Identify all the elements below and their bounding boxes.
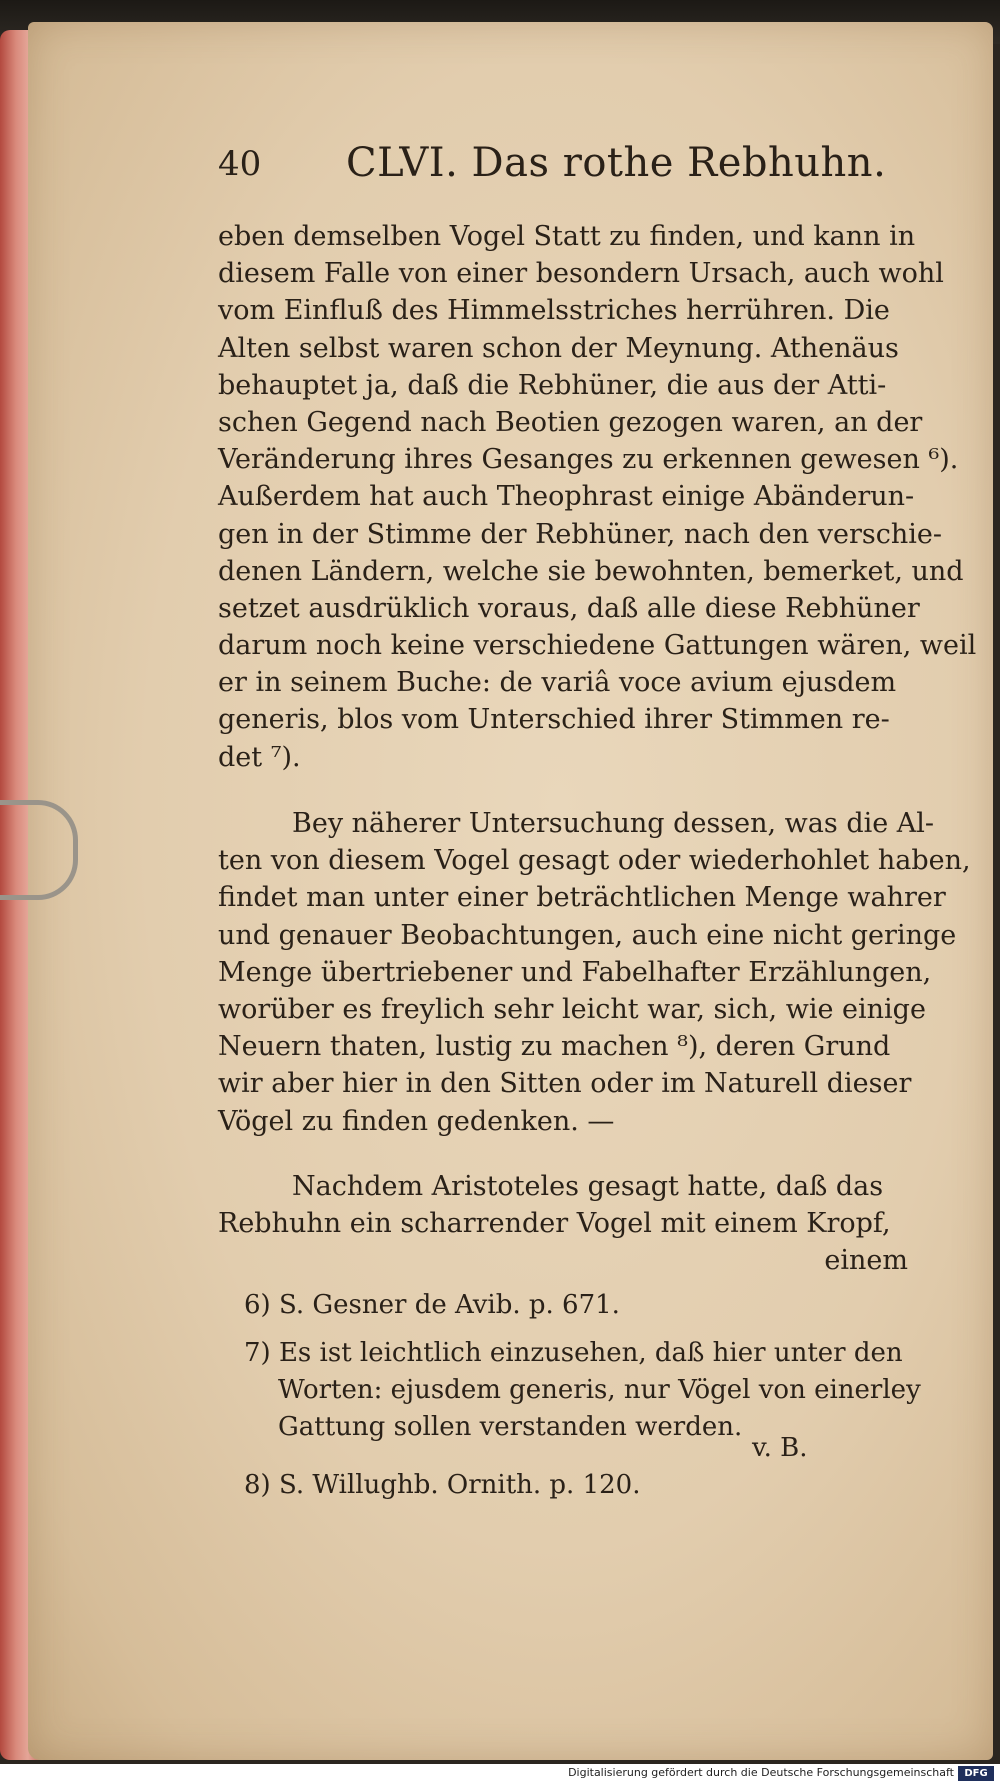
- footnote-text: 6) S. Gesner de Avib. p. 671.: [244, 1290, 620, 1320]
- text-line: Bey näherer Untersuchung dessen, was die Al-: [292, 808, 935, 839]
- text-line: Menge übertriebener und Fabelhafter Erzählungen,: [218, 956, 932, 988]
- paragraph-3: [218, 1168, 908, 1280]
- footnote-text: Worten: ejusdem generis, nur Vögel von einerley: [278, 1375, 921, 1405]
- text-line: ten von diesem Vogel gesagt oder wiederhohlet haben,: [218, 845, 971, 877]
- funding-credit: Digitalisierung gefördert durch die Deutsche Forschungsgemeinschaft: [568, 1766, 954, 1779]
- text-line: Veränderung ihres Gesanges zu erkennen gewesen ⁶).: [218, 444, 959, 476]
- page-header: [218, 140, 887, 192]
- text-line: darum noch keine verschiedene Gattungen wären, weil: [218, 630, 977, 662]
- text-line: Nachdem Aristoteles gesagt hatte, daß das: [292, 1171, 884, 1202]
- page-clip: [0, 800, 78, 900]
- paragraph-2: [218, 805, 971, 1140]
- text-line: Rebhuhn ein scharrender Vogel mit einem Kropf,: [218, 1208, 891, 1240]
- digitization-footer: [0, 1764, 1000, 1784]
- page-number: 40: [218, 144, 262, 184]
- text-line: gen in der Stimme der Rebhüner, nach den verschie-: [218, 518, 942, 550]
- footnote-7: [244, 1335, 921, 1446]
- text-line: schen Gegend nach Beotien gezogen waren, an der: [218, 406, 923, 438]
- text-line: Alten selbst waren schon der Meynung. Athenäus: [218, 332, 899, 364]
- footnote-6: [244, 1290, 912, 1327]
- dfg-logo: DFG: [958, 1766, 994, 1781]
- text-line: er in seinem Buche: de variâ voce avium ejusdem: [218, 667, 897, 699]
- footnote-text: 7) Es ist leichtlich einzusehen, daß hier unter den: [244, 1338, 903, 1368]
- text-line: generis, blos vom Unterschied ihrer Stimmen re-: [218, 704, 890, 736]
- footnote-text: 8) S. Willughb. Ornith. p. 120.: [244, 1470, 641, 1500]
- text-line: det ⁷).: [218, 741, 301, 773]
- text-line: findet man unter einer beträchtlichen Menge wahrer: [218, 882, 946, 914]
- running-title: CLVI. Das rothe Rebhuhn.: [346, 140, 887, 186]
- text-line: setzet ausdrüklich voraus, daß alle diese Rebhüner: [218, 592, 920, 624]
- text-line: wir aber hier in den Sitten oder im Naturell dieser: [218, 1068, 912, 1100]
- footnote-signature: v. B.: [752, 1433, 808, 1463]
- text-line: behauptet ja, daß die Rebhüner, die aus der Atti-: [218, 369, 887, 401]
- text-line: eben demselben Vogel Statt zu finden, und kann in: [218, 221, 916, 252]
- catchword: einem: [824, 1245, 908, 1277]
- text-line: vom Einfluß des Himmelsstriches herrühren. Die: [218, 295, 890, 327]
- footnote-8: [244, 1470, 912, 1507]
- text-line: denen Ländern, welche sie bewohnten, bemerket, und: [218, 555, 964, 587]
- text-line: und genauer Beobachtungen, auch eine nicht geringe: [218, 919, 957, 951]
- text-line: Vögel zu finden gedenken. —: [218, 1105, 615, 1137]
- text-line: Neuern thaten, lustig zu machen ⁸), deren Grund: [218, 1031, 891, 1063]
- footnote-text: Gattung sollen verstanden werden.: [278, 1412, 743, 1442]
- text-line: Außerdem hat auch Theophrast einige Abänderun-: [218, 481, 915, 513]
- paragraph-1: [218, 218, 977, 776]
- text-line: worüber es freylich sehr leicht war, sich, wie einige: [218, 993, 926, 1025]
- text-line: diesem Falle von einer besondern Ursach, auch wohl: [218, 258, 944, 290]
